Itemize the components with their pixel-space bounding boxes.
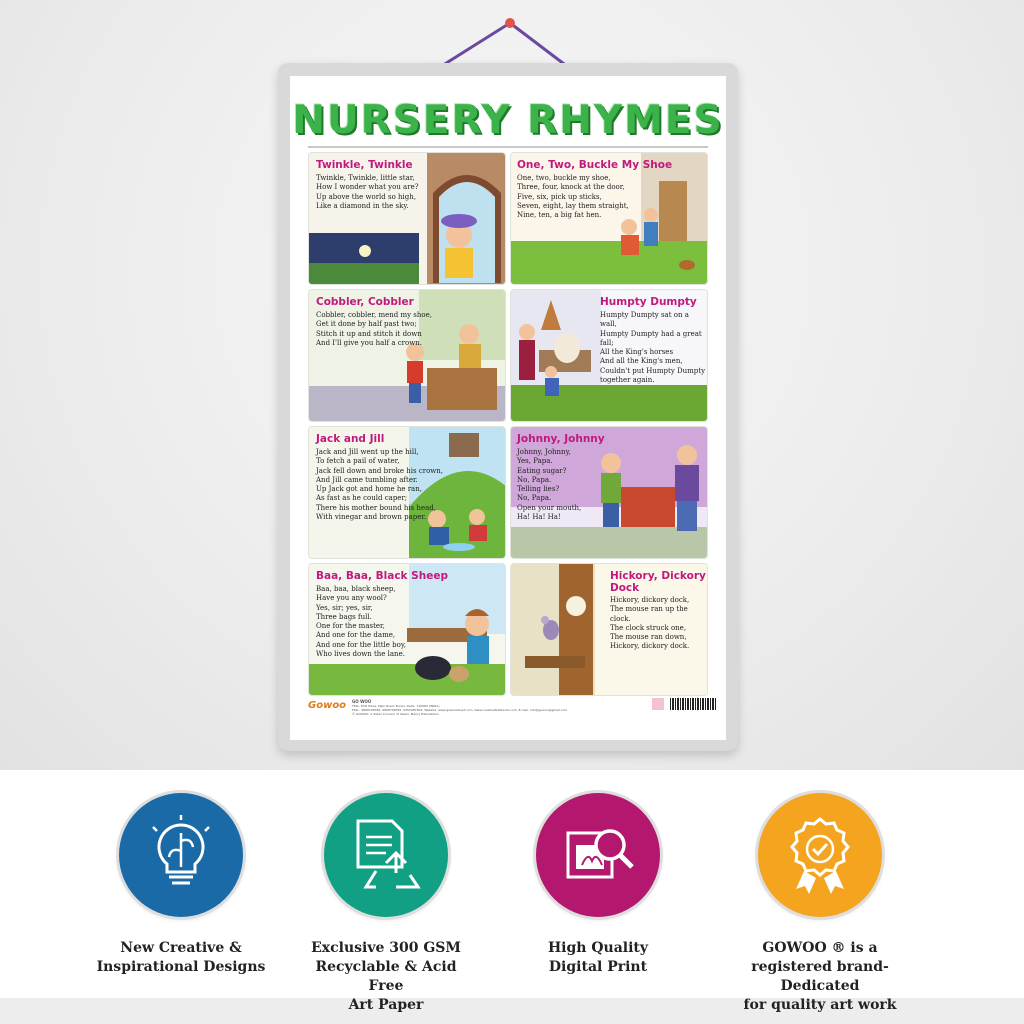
feature-label [730, 939, 910, 1015]
feature-label-line: GOWOO ® is a [762, 940, 878, 956]
feature-label-line: Digital Print [548, 959, 648, 975]
creative-badge [119, 793, 243, 917]
creative-bulb-icon [141, 815, 221, 895]
rhyme-title: Baa, Baa, Black Sheep [316, 570, 448, 582]
feature-label-line: Art Paper [348, 997, 424, 1013]
quality-badge [758, 793, 882, 917]
feature-label-line: New Creative & [120, 940, 242, 956]
feature-digital-print [508, 793, 688, 977]
rhyme-title: Jack and Jill [316, 433, 385, 445]
feature-label-line: Exclusive 300 GSM [311, 940, 461, 956]
feature-label [91, 939, 271, 977]
rhyme-card-buckle-my-shoe [510, 152, 708, 285]
rhyme-text: Baa, baa, black sheep, Have you any wool? Yes, sir; yes, sir, Three bags full. One for the master, And one for the dame, And one for the little boy, Who lives down the lane. [316, 585, 407, 659]
poster [290, 76, 726, 740]
rhyme-card-jack-and-jill [308, 426, 506, 559]
rhyme-title: Johnny, Johnny [517, 433, 605, 445]
title-divider [308, 146, 708, 148]
rhyme-card-cobbler [308, 289, 506, 422]
rhyme-text: Johnny, Johnny, Yes, Papa. Eating sugar? No, Papa. Telling lies? No, Papa. Open your mouth, Ha! Ha! Ha! [517, 448, 582, 522]
rhyme-title: Hickory, Dickory Dock [610, 570, 706, 594]
feature-registered-brand [730, 793, 910, 1015]
rhyme-card-hickory-dickory-dock [510, 563, 708, 696]
publisher-contact: Mob.: 9868798760, 9868798765, 9350487604, Website: www.gowoosbuyit.com, www.creativefirstbooks.com, E-mail: info@gowoo@gmail.com [352, 708, 568, 712]
rhyme-text: Cobbler, cobbler, mend my shoe, Get it done by half past two; Stitch it up and stitch it down And I'll give you half a crown. [316, 311, 432, 347]
poster-title: NURSERY RHYMES [292, 98, 724, 143]
rhyme-title: One, Two, Buckle My Shoe [517, 159, 673, 171]
publisher-address: TELL: Ph# Place, Main Road, Burari, Delhi- 110084 (INDIA) [352, 704, 440, 708]
recycle-badge [324, 793, 448, 917]
qr-code [652, 698, 664, 710]
rhyme-text: One, two, buckle my shoe, Three, four, knock at the door, Five, six, pick up sticks, Seven, eight, lay them straight, Nine, ten, a big fat hen. [517, 174, 629, 220]
publisher-brand: GO WOO [352, 699, 372, 704]
rhyme-title: Twinkle, Twinkle [316, 159, 413, 171]
quality-badge-icon [780, 815, 860, 895]
feature-label [296, 939, 476, 1015]
gowoo-logo: Gowoo [308, 700, 347, 711]
feature-label-line: High Quality [547, 940, 649, 956]
rhyme-text: Twinkle, Twinkle, little star, How I wonder what you are? Up above the world so high, Like a diamond in the sky. [316, 174, 419, 210]
rhyme-card-baa-baa-black-sheep [308, 563, 506, 696]
feature-recyclable-paper [296, 793, 476, 1015]
cobbler-illustration [309, 290, 506, 422]
feature-label [508, 939, 688, 977]
feature-label-line: for quality art work [743, 997, 897, 1013]
rhyme-card-humpty-dumpty [510, 289, 708, 422]
publisher-copyright: © GOWOO: A Sister Concern of Swani, Manoj Publications [352, 712, 439, 716]
print-quality-icon [558, 815, 638, 895]
feature-label-line: Recyclable & Acid Free [315, 959, 457, 994]
print-badge [536, 793, 660, 917]
rhyme-text: Jack and Jill went up the hill, To fetch a pail of water, Jack fell down and broke his crown, And Jill came tumbling after. Up Jack got and home he ran, As fast as he could caper; There his mother bound his head, With vinegar and brown paper. [316, 448, 444, 522]
recycle-paper-icon [346, 815, 426, 895]
rhyme-card-twinkle [308, 152, 506, 285]
rhyme-title: Cobbler, Cobbler [316, 296, 414, 308]
feature-label-line: registered brand- Dedicated [751, 959, 889, 994]
rhyme-card-johnny-johnny [510, 426, 708, 559]
rhyme-title: Humpty Dumpty [600, 296, 697, 308]
publisher-info [352, 700, 632, 716]
rhyme-text: Hickory, dickory dock, The mouse ran up the clock. The clock struck one, The mouse ran down, Hickory, dickory dock. [610, 596, 690, 651]
rhyme-text: Humpty Dumpty sat on a wall, Humpty Dumpty had a great fall; All the King's horses And all the King's men, Couldn't put Humpty Dumpty together again. [600, 311, 706, 385]
feature-creative-designs [91, 793, 271, 977]
twinkle-illustration [309, 153, 506, 285]
barcode [670, 698, 716, 710]
feature-label-line: Inspirational Designs [96, 959, 266, 975]
